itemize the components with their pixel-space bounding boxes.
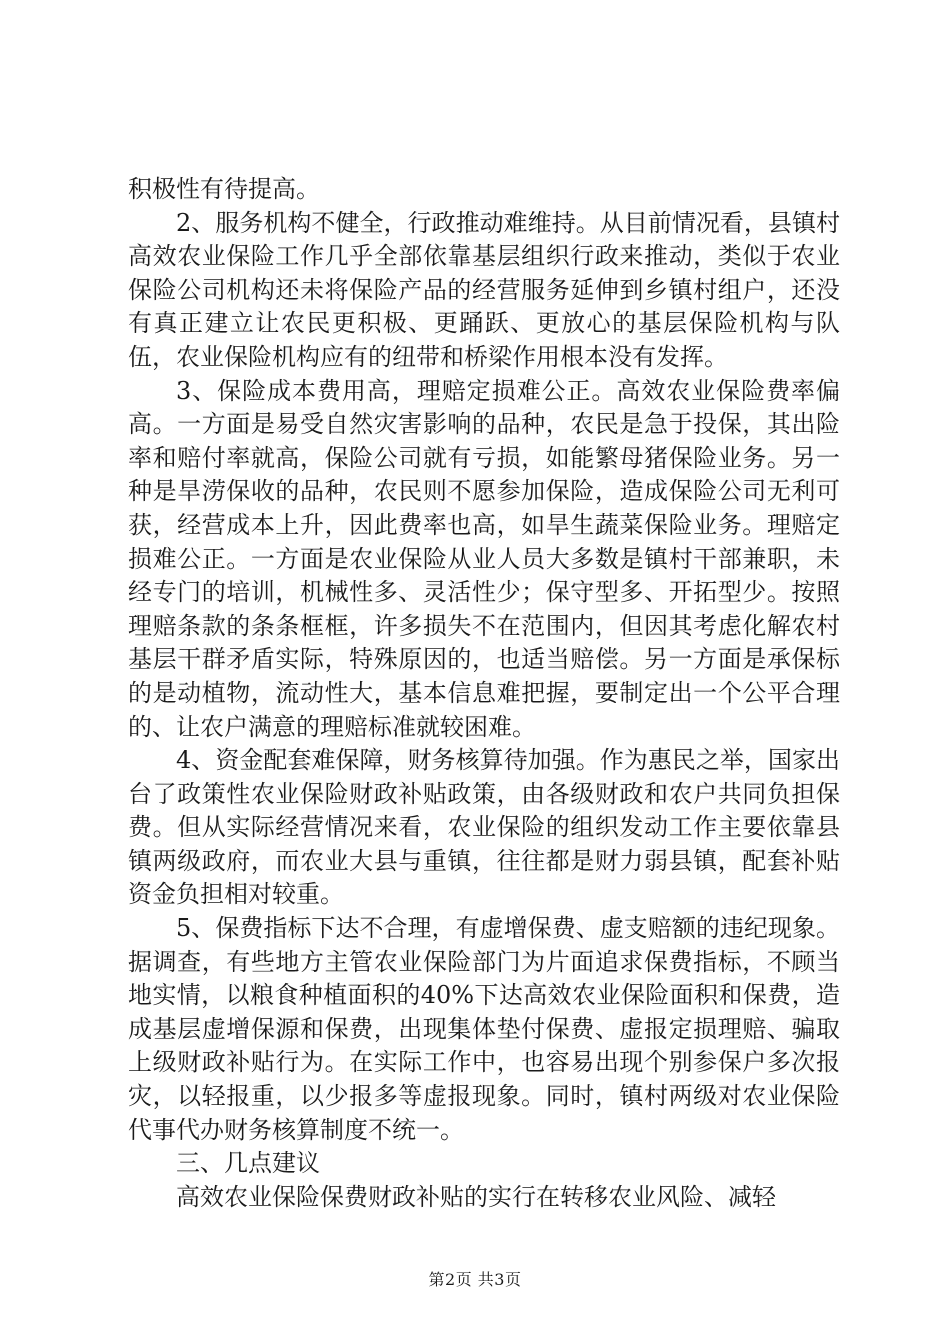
- paragraph-item-2: 2、服务机构不健全，行政推动难维持。从目前情况看，县镇村高效农业保险工作几乎全部依靠基层组织行政来推动，类似于农业保险公司机构还未将保险产品的经营服务延伸到乡镇村组户，还没有真正建立让农民更积极、更踊跃、更放心的基层保险机构与队伍，农业保险机构应有的纽带和桥梁作用根本没有发挥。: [128, 208, 840, 371]
- paragraph-item-5: 5、保费指标下达不合理，有虚增保费、虚支赔额的违纪现象。据调查，有些地方主管农业保险部门为片面追求保费指标，不顾当地实情，以粮食种植面积的40%下达高效农业保险面积和保费，造成基层虚增保源和保费，出现集体垫付保费、虚报定损理赔、骗取上级财政补贴行为。在实际工作中，也容易出现个别参保户多次报灾，以轻报重，以少报多等虚报现象。同时，镇村两级对农业保险代事代办财务核算制度不统一。: [128, 914, 840, 1144]
- paragraph-continuation: 积极性有待提高。: [128, 175, 320, 203]
- page-number-footer: 第2页 共3页: [428, 1270, 522, 1289]
- paragraph-item-4: 4、资金配套难保障，财务核算待加强。作为惠民之举，国家出台了政策性农业保险财政补贴政策，由各级财政和农户共同负担保费。但从实际经营情况来看，农业保险的组织发动工作主要依靠县镇两级政府，而农业大县与重镇，往往都是财力弱县镇，配套补贴资金负担相对较重。: [128, 746, 840, 909]
- section-heading: 三、几点建议: [176, 1149, 320, 1178]
- document-body: [128, 173, 840, 1214]
- paragraph-suggestions-intro: 高效农业保险保费财政补贴的实行在转移农业风险、减轻: [176, 1182, 776, 1211]
- paragraph-item-3: 3、保险成本费用高，理赔定损难公正。高效农业保险费率偏高。一方面是易受自然灾害影响的品种，农民是急于投保，其出险率和赔付率就高，保险公司就有亏损，如能繁母猪保险业务。另一种是旱涝保收的品种，农民则不愿参加保险，造成保险公司无利可获，经营成本上升，因此费率也高，如旱生蔬菜保险业务。理赔定损难公正。一方面是农业保险从业人员大多数是镇村干部兼职，未经专门的培训，机械性多、灵活性少；保守型多、开拓型少。按照理赔条款的条条框框，许多损失不在范围内，但因其考虑化解农村基层干群矛盾实际，特殊原因的，也适当赔偿。另一方面是承保标的是动植物，流动性大，基本信息难把握，要制定出一个公平合理的、让农户满意的理赔标准就较困难。: [128, 376, 840, 741]
